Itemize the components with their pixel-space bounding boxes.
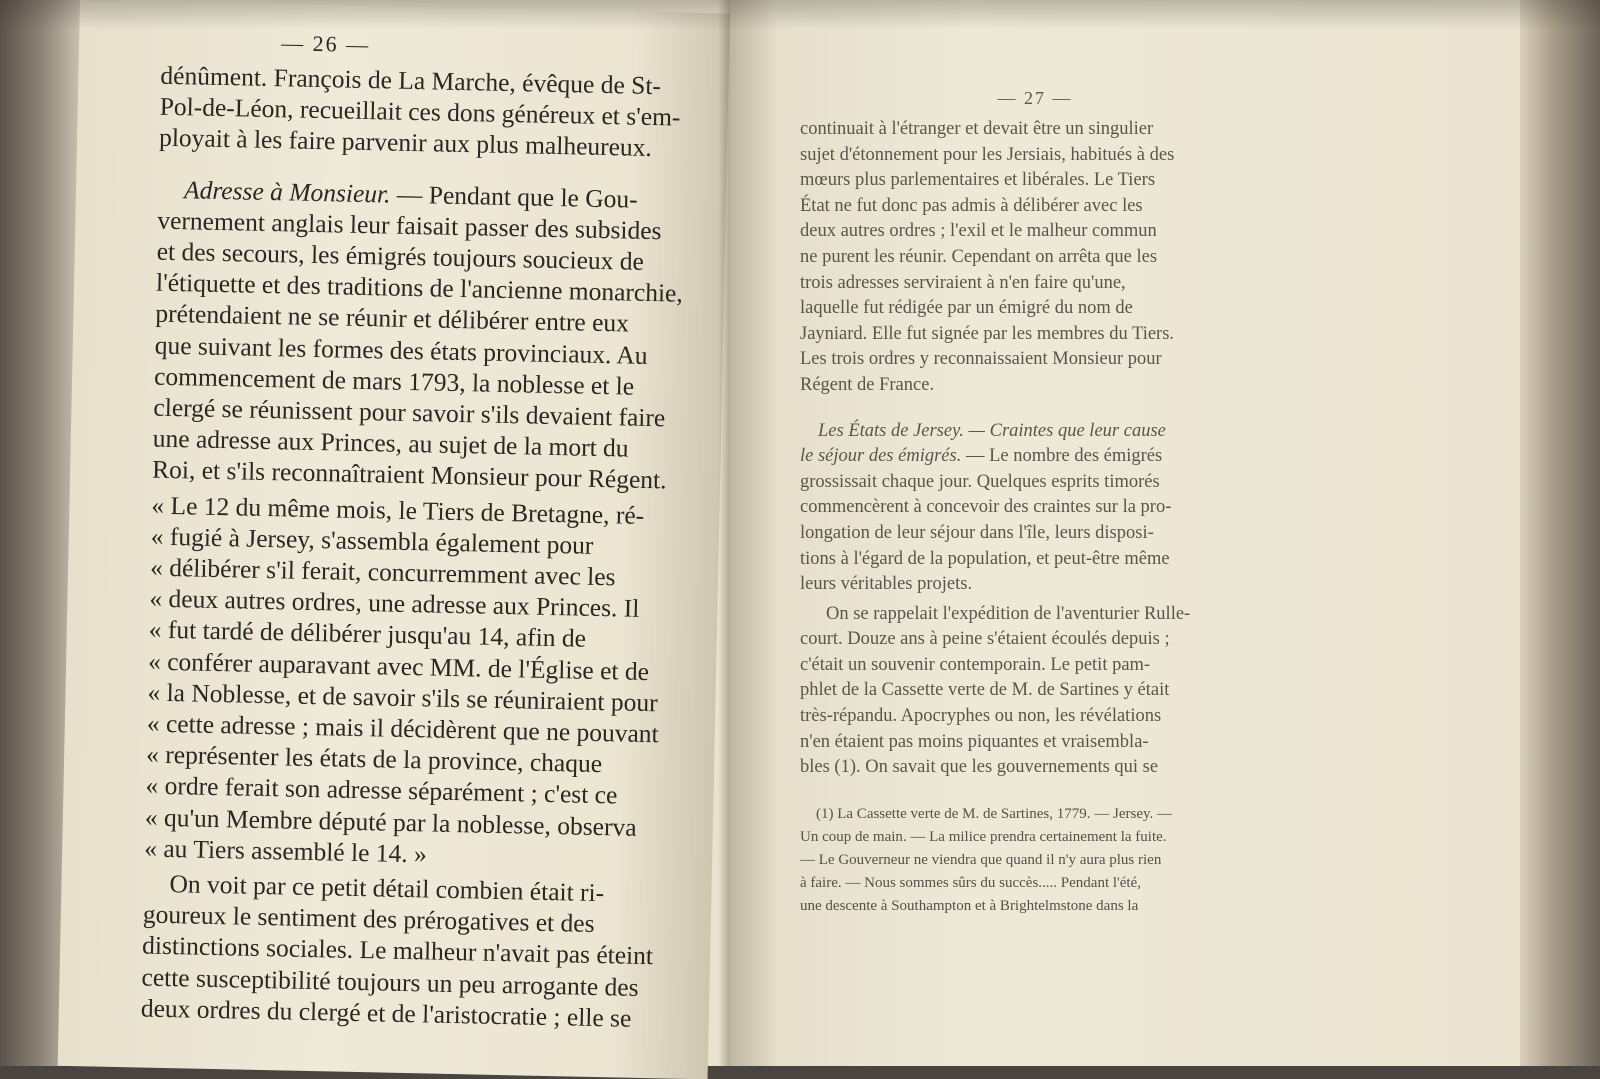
text-line: Régent de France.	[800, 374, 935, 395]
footnote-line: — Le Gouverneur ne viendra que quand il n'y aura plus rien	[800, 851, 1162, 868]
text-line: ne purent les réunir. Cependant on arrêta que les	[800, 246, 1158, 267]
book-edge	[1520, 0, 1600, 1066]
text-line: Jayniard. Elle fut signée par les membres du Tiers.	[800, 323, 1175, 344]
text-line: longation de leur séjour dans l'île, leurs disposi-	[800, 522, 1154, 543]
text-line: sujet d'étonnement pour les Jersiais, habitués à des	[800, 144, 1175, 165]
quote-line: « représenter les états de la province, chaque	[145, 739, 603, 779]
left-page	[58, 0, 730, 1079]
text-line: que suivant les formes des états provinciaux. Au	[154, 330, 648, 370]
text-line: On se rappelait l'expédition de l'aventurier Rulle-	[826, 603, 1191, 624]
quote-line: « deux autres ordres, une adresse aux Princes. Il	[149, 583, 640, 624]
quote-line: « conférer auparavant avec MM. de l'Église et de	[147, 646, 650, 686]
quote-line: « Le 12 du même mois, le Tiers de Bretagne, ré-	[151, 490, 645, 530]
text-line: — Pendant que le Gou-	[390, 179, 638, 214]
text-line: prétendaient ne se réunir et délibérer entre eux	[155, 299, 630, 338]
text-line: et des secours, les émigrés toujours soucieux de	[156, 236, 645, 276]
text-line: bles (1). On savait que les gouvernements qui se	[800, 757, 1159, 778]
text-line: phlet de la Cassette verte de M. de Sartines y était	[800, 680, 1170, 701]
text-line: court. Douze ans à peine s'étaient écoulés depuis ;	[800, 629, 1170, 650]
quote-line: « au Tiers assemblé le 14. »	[143, 833, 428, 869]
text-line: continuait à l'étranger et devait être un singulier	[800, 119, 1154, 139]
text-line: dénûment. François de La Marche, évêque de St-	[160, 60, 662, 101]
quote-line: « fugié à Jersey, s'assembla également pour	[150, 521, 594, 560]
text-line: deux ordres du clergé et de l'aristocratie ; elle se	[140, 993, 632, 1033]
paragraph-continuation	[800, 117, 1270, 399]
quote-line: « fut tardé de délibérer jusqu'au 14, afin de	[148, 615, 587, 654]
footnote-line: Un coup de main. — La milice prendra certainement la fuite.	[800, 828, 1167, 845]
text-line: ployait à les faire parvenir aux plus malheureux.	[158, 123, 653, 163]
text-line: grossissait chaque jour. Quelques esprits timorés	[800, 471, 1160, 492]
right-page	[730, 0, 1520, 1066]
text-line: laquelle fut rédigée par un émigré du nom de	[800, 298, 1133, 319]
quote-line: « ordre ferait son adresse séparément ; c'est ce	[145, 771, 618, 810]
quote-line: « qu'un Membre député par la noblesse, observa	[144, 802, 637, 842]
footnote-line: une descente à Southampton et à Brightelmstone dans la	[800, 897, 1139, 914]
quote-line: « délibérer s'il ferait, concurremment avec les	[149, 552, 616, 592]
text-line: Les trois ordres y reconnaissaient Monsieur pour	[800, 349, 1162, 370]
section-heading-etats-cont: le séjour des émigrés.	[800, 446, 962, 467]
text-line: goureux le sentiment des prérogatives et des	[142, 899, 595, 939]
text-line: État ne fut donc pas admis à délibérer avec les	[800, 195, 1143, 216]
paragraph-etats-de-jersey	[800, 419, 1270, 598]
text-line: cette susceptibilité toujours un peu arrogante des	[141, 962, 639, 1002]
page-number-26: — 26 —	[280, 30, 371, 58]
text-line: très-répandu. Apocryphes ou non, les révélations	[800, 706, 1162, 727]
page-number-27: — 27 —	[997, 88, 1073, 108]
text-line: tions à l'égard de la population, et peut-être même	[800, 548, 1170, 569]
footnote-line: à faire. — Nous sommes sûrs du succès..... Pendant l'été,	[800, 874, 1141, 891]
text-line: distinctions sociales. Le malheur n'avait pas éteint	[141, 930, 654, 971]
text-line: Pol-de-Léon, recueillait ces dons généreux et s'em-	[159, 91, 681, 132]
footnote	[800, 803, 1270, 918]
text-line: commencèrent à concevoir des craintes sur la pro-	[800, 497, 1172, 518]
paragraph-conclusion	[141, 868, 672, 1035]
text-line: trois adresses serviraient à n'en faire qu'une,	[800, 272, 1126, 293]
quote-line: « cette adresse ; mais il décidèrent que ne pouvant	[146, 708, 659, 749]
text-line: deux autres ordres ; l'exil et le malheur commun	[800, 221, 1157, 242]
paragraph-quotation	[144, 489, 680, 874]
text-line: Roi, et s'ils reconnaîtraient Monsieur pour Régent.	[151, 455, 667, 495]
text-line: On voit par ce petit détail combien était ri-	[169, 869, 605, 908]
footnote-line: (1) La Cassette verte de M. de Sartines, 1779. — Jersey. —	[816, 805, 1173, 822]
text-line: leurs véritables projets.	[800, 574, 973, 595]
text-line: une adresse aux Princes, au sujet de la mort du	[152, 423, 629, 463]
text-line: commencement de mars 1793, la noblesse et le	[153, 361, 635, 401]
paragraph-rullecourt	[800, 602, 1270, 781]
text-line: vernement anglais leur faisait passer des subsides	[157, 205, 662, 246]
text-line: — Le nombre des émigrés	[961, 446, 1163, 467]
paragraph-adresse	[152, 173, 686, 496]
text-line: c'était un souvenir contemporain. Le petit pam-	[800, 654, 1151, 675]
section-heading-adresse: Adresse à Monsieur.	[183, 174, 391, 209]
paragraph-donations	[159, 60, 689, 165]
text-line: clergé se réunissent pour savoir s'ils devaient faire	[153, 392, 666, 433]
quote-line: « la Noblesse, et de savoir s'ils se réuniraient pour	[147, 677, 658, 718]
text-line: n'en étaient pas moins piquantes et vraisembla-	[800, 731, 1149, 752]
section-heading-etats: Les États de Jersey. — Craintes que leur cause	[818, 420, 1166, 441]
text-line: l'étiquette et des traditions de l'ancienne monarchie,	[155, 267, 684, 308]
text-line: mœurs plus parlementaires et libérales. Le Tiers	[800, 170, 1156, 191]
